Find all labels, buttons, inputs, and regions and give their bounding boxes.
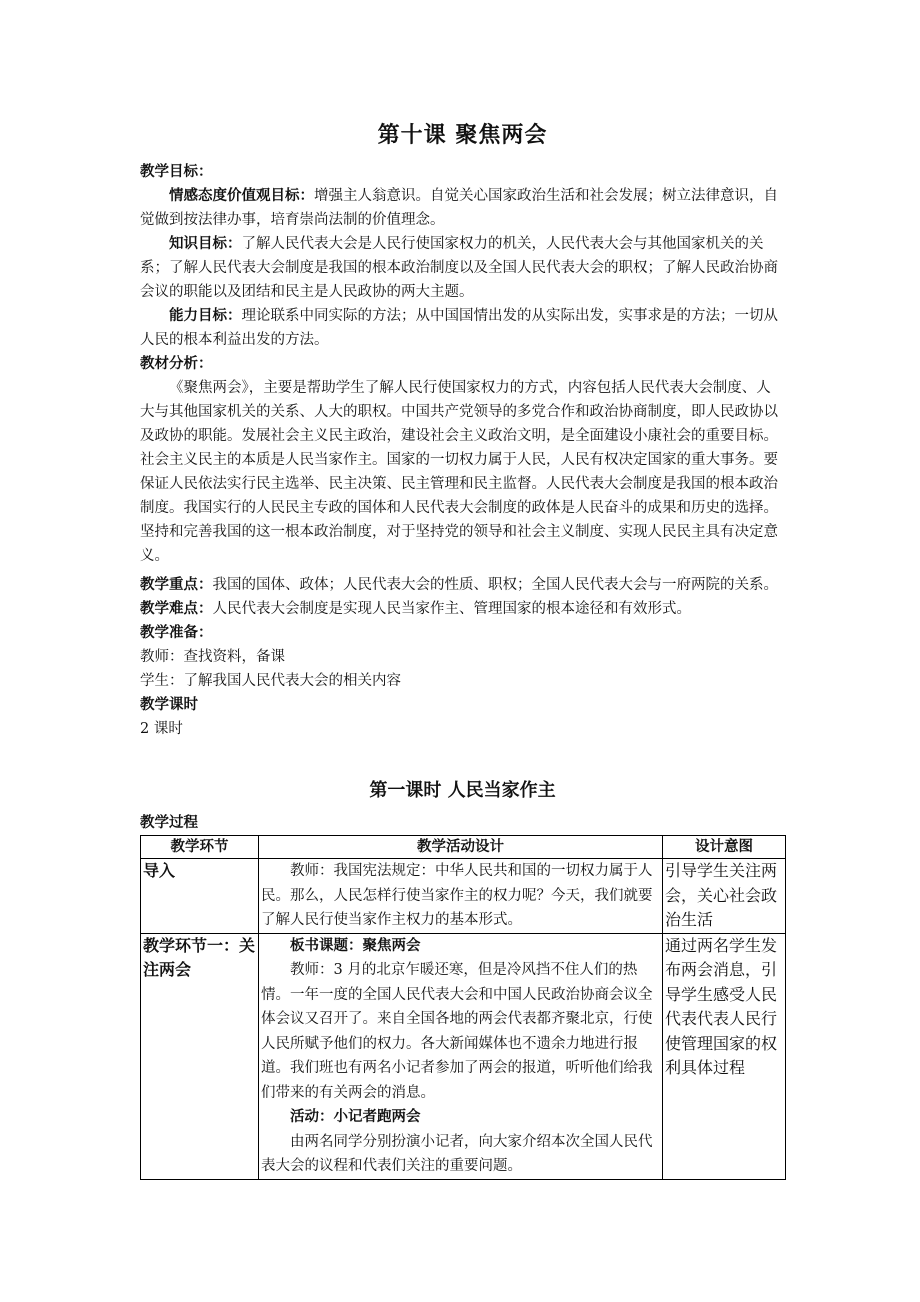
difficulty: 教学难点：人民代表大会制度是实现人民当家作主、管理国家的根本途径和有效形式。 xyxy=(140,600,691,617)
stage-cell: 教学环节一：关注两会 xyxy=(141,933,259,1179)
table-header-row xyxy=(141,836,786,859)
activity-line: 由两名同学分别扮演小记者，向大家介绍本次全国人民代表大会的议程和代表们关注的重要问题。 xyxy=(261,1133,653,1174)
objective-knowledge: 知识目标：了解人民代表大会是人民行使国家权力的机关，人民代表大会与其他国家机关的关系；了解人民代表大会制度是我国的根本政治制度以及全国人民代表大会的职权；了解人民政治协商会议的职能以及团结和民主是人民政协的两大主题。 xyxy=(140,235,778,300)
preparation-student: 学生：了解我国人民代表大会的相关内容 xyxy=(140,673,401,689)
document-title: 第十课 聚焦两会 xyxy=(377,122,548,148)
activity-cell xyxy=(259,859,663,934)
process-table xyxy=(140,835,786,1180)
activity-cell xyxy=(259,933,663,1179)
objective-emotion: 情感态度价值观目标：增强主人翁意识。自觉关心国家政治生活和社会发展；树立法律意识，自觉做到按法律办事，培育崇尚法制的价值理念。 xyxy=(140,187,778,228)
analysis-section xyxy=(140,352,785,568)
objective-ability: 能力目标：理论联系中同实际的方法；从中国国情出发的从实际出发，实事求是的方法；一切从人民的根本利益出发的方法。 xyxy=(140,307,778,348)
preparation-teacher: 教师：查找资料，备课 xyxy=(140,649,285,665)
header-activity: 教学活动设计 xyxy=(259,836,663,859)
lesson-title: 第一课时 人民当家作主 xyxy=(369,780,556,801)
activity-line: 活动：小记者跑两会 xyxy=(290,1108,421,1125)
key-points: 教学重点：我国的国体、政体；人民代表大会的性质、职权；全国人民代表大会与一府两院的关系。 xyxy=(140,576,778,593)
hours-heading: 教学课时 xyxy=(140,696,198,713)
activity-line: 教师：3 月的北京乍暖还寒，但是冷风挡不住人们的热情。一年一度的全国人民代表大会和中国人民政治协商会议全体会议又召开了。来自全国各地的两会代表都齐聚北京，行使人民所赋予他们的权力。各大新闻媒体也不遗余力地进行报道。我们班也有两名小记者参加了两会的报道，听听他们给我们带来的有关两会的消息。 xyxy=(261,962,653,1101)
intent-cell: 引导学生关注两会，关心社会政治生活 xyxy=(663,859,786,934)
activity-line: 教师：我国宪法规定：中华人民共和国的一切权力属于人民。那么，人民怎样行使当家作主的权力呢？今天，我们就要了解人民行使当家作主权力的基本形式。 xyxy=(261,863,653,928)
analysis-text: 《聚焦两会》，主要是帮助学生了解人民行使国家权力的方式，内容包括人民代表大会制度、人大与其他国家机关的关系、人大的职权。中国共产党领导的多党合作和政治协商制度，即人民政协以及政协的职能。发展社会主义民主政治，建设社会主义政治文明，是全面建设小康社会的重要目标。社会主义民主的本质是人民当家作主。国家的一切权力属于人民，人民有权决定国家的重大事务。要保证人民依法实行民主选举、民主决策、民主管理和民主监督。人民代表大会制度是我国的根本政治制度。我国实行的人民民主专政的国体和人民代表大会制度的政体是人民奋斗的成果和历史的选择。坚持和完善我国的这一根本政治制度，对于坚持党的领导和社会主义制度、实现人民民主具有决定意义。 xyxy=(140,380,778,564)
objectives-section xyxy=(140,160,785,352)
activity-line: 板书课题：聚焦两会 xyxy=(290,936,421,954)
header-intent: 设计意图 xyxy=(663,836,786,859)
hours-value: 2 课时 xyxy=(140,721,183,737)
objectives-heading: 教学目标： xyxy=(140,163,213,180)
stage-cell: 导入 xyxy=(141,859,259,934)
process-heading: 教学过程 xyxy=(140,814,198,831)
table-row xyxy=(141,933,786,1179)
analysis-heading: 教材分析： xyxy=(140,355,213,372)
intent-cell: 通过两名学生发布两会消息，引导学生感受人民代表代表人民行使管理国家的权利具体过程 xyxy=(663,933,786,1179)
keypoints-section xyxy=(140,573,785,741)
table-row xyxy=(141,859,786,934)
preparation-heading: 教学准备： xyxy=(140,624,213,641)
header-stage: 教学环节 xyxy=(141,836,259,859)
